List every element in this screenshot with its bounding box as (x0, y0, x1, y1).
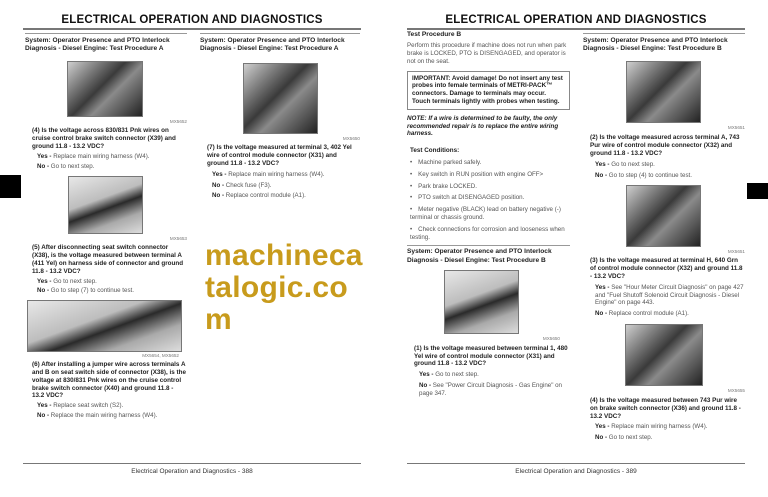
figure-photo (67, 61, 143, 117)
important-box: IMPORTANT: Avoid damage! Do not insert any test probes into female terminals of METRI-PACK™ connectors. Damage to terminals may occur. Touch terminals lightly with probes when testing. (407, 71, 570, 110)
no-label: No - (37, 411, 50, 419)
question-5: (5) After disconnecting seat switch connector (X38), is the voltage measured between terminal A (411 Yel) on harness side of connector and ground 11.8 - 13.2 VDC? (32, 244, 184, 275)
header-rule (23, 28, 361, 30)
answer: Replace main wiring harness (W4). (228, 170, 325, 178)
answer: Go to next step. (611, 160, 655, 168)
figure-caption: MX5650 (542, 335, 560, 341)
yes-label: Yes - (37, 402, 52, 410)
yes-label: Yes - (37, 277, 52, 285)
watermark: machinecatalogic.com (205, 239, 363, 336)
section-heading: System: Operator Presence and PTO Interlock Diagnosis - Diesel Engine: Test Procedure A (200, 37, 345, 53)
answer: Replace control module (A1). (225, 192, 306, 200)
list-item: • Key switch in RUN position with engine OFF> (410, 171, 570, 179)
answer: Go to step (4) to continue test. (608, 171, 692, 179)
figure-caption: MX5653 (169, 236, 187, 242)
divider (25, 33, 187, 34)
section-tab (0, 175, 21, 198)
yes-label: Yes - (37, 152, 52, 160)
left-col-1 (25, 33, 187, 420)
footer-rule (23, 463, 361, 464)
conditions-title: Test Conditions: (410, 147, 460, 155)
figure-caption: MX5651 (727, 249, 745, 255)
answer: Replace main wiring harness (W4). (53, 152, 150, 160)
question-6: (6) After installing a jumper wire across terminals A and B on seat switch side of connector (X38), is the voltage at 830/831 Pnk wires on the cruise control brake switch connector (X40) and ground 11.8 - 13.2 VDC? (32, 361, 186, 400)
section-heading: Test Procedure B (407, 31, 462, 38)
right-col-1 (407, 31, 570, 398)
no-label: No - (212, 192, 225, 200)
question-3: (3) Is the voltage measured at terminal H, 640 Grn of control module connector (X32) and ground 11.8 - 13.2 VDC? (590, 257, 743, 280)
list-item: • Meter negative (BLACK) lead on battery negative (-) terminal or chassis ground. (410, 206, 570, 222)
figure-photo (444, 270, 519, 334)
figure-photo (27, 300, 182, 352)
left-page-footer: Electrical Operation and Diagnostics - 388 (131, 468, 253, 475)
footer-rule (407, 463, 745, 464)
right-col-2 (583, 33, 745, 442)
answer: Go to next step. (608, 434, 653, 442)
intro-text: Perform this procedure if machine does not run when park brake is LOCKED, PTO is DISENGAGED, and operator is not on the seat. (407, 42, 567, 65)
question-2: (2) Is the voltage measured across terminal A, 743 Pur wire of control module connector (X32) and ground 11.8 - 13.2 VDC? (590, 134, 740, 157)
question-4: (4) Is the voltage across 830/831 Pnk wires on cruise control brake switch connector (X39) and ground 11.8 - 13.2 VDC? (32, 127, 176, 150)
list-item: • Machine parked safely. (410, 159, 570, 167)
answer: Check fuse (F3). (225, 181, 272, 189)
no-label: No - (37, 287, 50, 295)
no-label: No - (419, 381, 432, 389)
figure-caption: MX5650 (342, 136, 360, 142)
list-item: • Park brake LOCKED. (410, 183, 570, 191)
section-heading: System: Operator Presence and PTO Interlock Diagnosis - Diesel Engine: Test Procedure B (407, 248, 552, 264)
answer: Go to next step. (50, 162, 95, 170)
answer: See "Power Circuit Diagnosis - Gas Engine" on page 347. (419, 381, 562, 397)
divider (583, 33, 745, 34)
question-1: (1) Is the voltage measured between terminal 1, 480 Yel wire of control module connector (X31) and ground 11.8 - 13.2 VDC? (414, 344, 568, 368)
answer: See "Hour Meter Circuit Diagnosis" on page 427 and "Fuel Shutoff Solenoid Circuit Diagnosis - Diesel Engine" on page 443. (595, 283, 744, 307)
section-heading: System: Operator Presence and PTO Interlock Diagnosis - Diesel Engine: Test Procedure A (25, 37, 170, 53)
yes-label: Yes - (212, 170, 227, 178)
no-label: No - (595, 171, 608, 179)
figure-caption: MX5651 (727, 125, 745, 131)
note: NOTE: If a wire is determined to be faulty, the only recommended repair is to replace the entire wiring harness. (407, 114, 559, 138)
answer: Go to step (7) to continue test. (50, 287, 134, 295)
divider (407, 245, 570, 246)
yes-label: Yes - (419, 371, 434, 379)
no-label: No - (37, 162, 50, 170)
no-label: No - (595, 434, 608, 442)
yes-label: Yes - (595, 423, 610, 431)
answer: Go to next step. (435, 371, 479, 379)
figure-caption: MX5655 (727, 387, 745, 393)
answer: Replace main wiring harness (W4). (611, 423, 708, 431)
list-item: • PTO switch at DISENGAGED position. (410, 194, 570, 202)
figure-caption: MX5652 (169, 119, 187, 125)
figure-photo (626, 61, 701, 123)
figure-photo (626, 185, 701, 247)
yes-label: Yes - (595, 283, 610, 291)
figure-photo (625, 324, 703, 386)
left-page-header: ELECTRICAL OPERATION AND DIAGNOSTICS (61, 14, 323, 26)
answer: Replace seat switch (S2). (53, 402, 124, 410)
section-heading: System: Operator Presence and PTO Interlock Diagnosis - Diesel Engine: Test Procedure B (583, 37, 728, 53)
divider (200, 33, 360, 34)
right-page-footer: Electrical Operation and Diagnostics - 389 (515, 468, 637, 475)
section-tab (747, 183, 768, 199)
figure-photo (243, 63, 318, 134)
question-7: (7) Is the voltage measured at terminal 3, 402 Yel wire of control module connector (X31) and ground 11.8 - 13.2 VDC? (207, 144, 352, 167)
no-label: No - (212, 181, 225, 189)
yes-label: Yes - (595, 160, 610, 168)
answer: Replace control module (A1). (608, 310, 689, 318)
left-col-2 (200, 33, 360, 200)
header-rule (407, 28, 745, 30)
answer: Go to next step. (53, 277, 97, 285)
right-page-header: ELECTRICAL OPERATION AND DIAGNOSTICS (445, 14, 707, 26)
answer: Replace the main wiring harness (W4). (50, 411, 158, 419)
question-4: (4) Is the voltage measured between 743 Pur wire on brake switch connector (X36) and ground 11.8 - 13.2 VDC? (590, 396, 741, 420)
no-label: No - (595, 310, 608, 318)
list-item: • Check connections for corrosion and looseness when testing. (410, 226, 570, 242)
figure-caption: MX5654, MX5652 (142, 353, 179, 359)
figure-photo (68, 176, 143, 234)
conditions-list (407, 159, 570, 241)
